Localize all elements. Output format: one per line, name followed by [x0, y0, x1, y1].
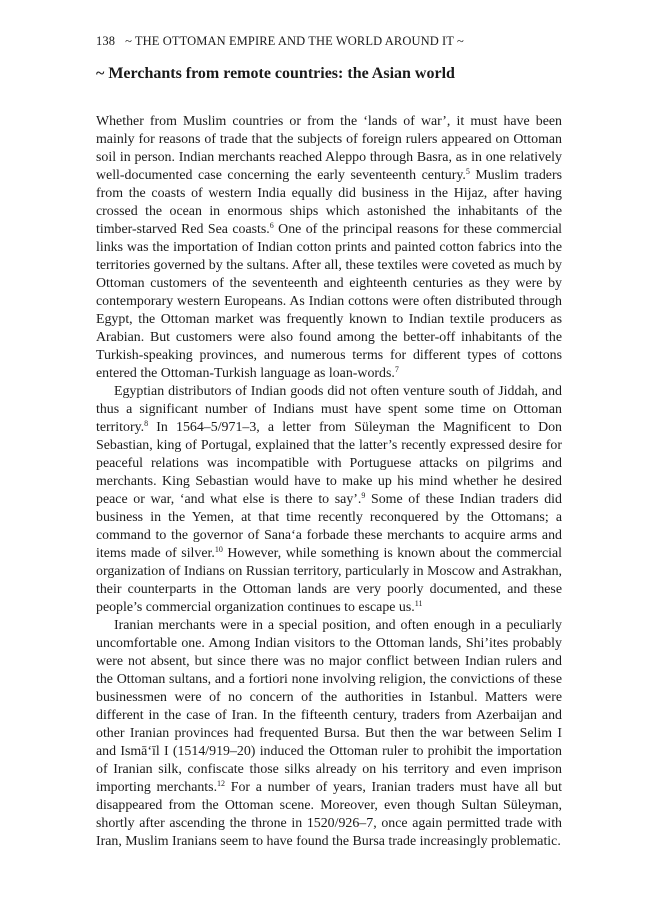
- text-run: Egyptian distributors of Indian goods did not often venture south of Jiddah, and thus a significant number of Indians must have spent some time on Ottoman territory.: [96, 384, 562, 435]
- running-title: ~ THE OTTOMAN EMPIRE AND THE WORLD AROUND IT ~: [125, 34, 464, 48]
- footnote-ref: 9: [361, 491, 366, 500]
- footnote-ref: 6: [269, 221, 274, 230]
- text-run: Iranian merchants were in a special position, and often enough in a peculiarly uncomfortable one. Among Indian visitors to the Ottoman lands, Shi’ites probably were not absent, but since there was no major conflict between Indian rulers and the Ottoman sultans, and a fortiori none involving religion, the convictions of these businessmen were of no concern of the authorities in Istanbul. Matters were different in the case of Iran. In the fifteenth century, traders from Azerbaijan and other Iranian provinces had frequented Bursa. But then the war between Selim I and Ismā‘īl I (1514/919–20) induced the Ottoman ruler to prohibit the importation of Iranian silk, confiscate those silks already on his territory and even imprison importing merchants.: [96, 618, 562, 795]
- paragraph-1: [96, 113, 562, 383]
- text-run: In 1564–5/971–3, a letter from Süleyman the Magnificent to Don Sebastian, king of Portugal, explained that the latter’s recently expressed desire for peaceful relations was incompatible with Portuguese attacks on pilgrims and merchants. King Sebastian would have to make up his mind whether he desired peace or war, ‘and what else is there to say’.: [96, 420, 562, 507]
- footnote-ref: 10: [214, 545, 223, 554]
- body-text: [96, 113, 562, 851]
- text-run: One of the principal reasons for these commercial links was the importation of Indian cotton prints and painted cotton fabrics into the territories governed by the sultans. After all, these textiles were coveted as much by Ottoman customers of the seventeenth and eighteenth centuries as they were by contemporary western Europeans. As Indian cottons were often distributed through Egypt, the Ottoman market was frequently known to Indian textile producers as Arabian. But customers were also found among the better-off inhabitants of the Turkish-speaking provinces, and numerous terms for different types of cottons entered the Ottoman-Turkish language as loan-words.: [96, 222, 562, 381]
- text-run: For a number of years, Iranian traders must have all but disappeared from the Ottoman scene. Moreover, even though Sultan Süleyman, shortly after ascending the throne in 1520/926–7, once again permitted trade with Iran, Muslim Iranians seem to have found the Bursa trade increasingly problematic.: [96, 780, 562, 849]
- page-number: 138: [96, 34, 116, 48]
- paragraph-2: [96, 383, 562, 617]
- footnote-ref: 11: [414, 599, 423, 608]
- text-run: Whether from Muslim countries or from the ‘lands of war’, it must have been mainly for reasons of trade that the subjects of foreign rulers appeared on Ottoman soil in person. Indian merchants reached Aleppo through Basra, as in one relatively well-documented case concerning the early seventeenth century.: [96, 114, 562, 183]
- footnote-ref: 5: [465, 167, 470, 176]
- footnote-ref: 8: [144, 419, 149, 428]
- text-run: However, while something is known about the commercial organization of Indians on Russian territory, particularly in Moscow and Astrakhan, their counterparts in the Ottoman lands are very poorly documented, and these people’s commercial organization continues to escape us.: [96, 546, 562, 615]
- footnote-ref: 12: [217, 779, 226, 788]
- footnote-ref: 7: [394, 365, 399, 374]
- running-header: [96, 34, 566, 49]
- text-run: Some of these Indian traders did business in the Yemen, at that time recently reconquered by the Ottomans; a command to the governor of Sana‘a forbade these merchants to acquire arms and items made of silver.: [96, 492, 562, 561]
- section-title: ~ Merchants from remote countries: the Asian world: [96, 65, 455, 82]
- paragraph-3: [96, 617, 562, 851]
- text-run: Muslim traders from the coasts of western India equally did business in the Hijaz, after having crossed the ocean in enormous ships which astonished the inhabitants of the timber-starved Red Sea coasts.: [96, 168, 562, 237]
